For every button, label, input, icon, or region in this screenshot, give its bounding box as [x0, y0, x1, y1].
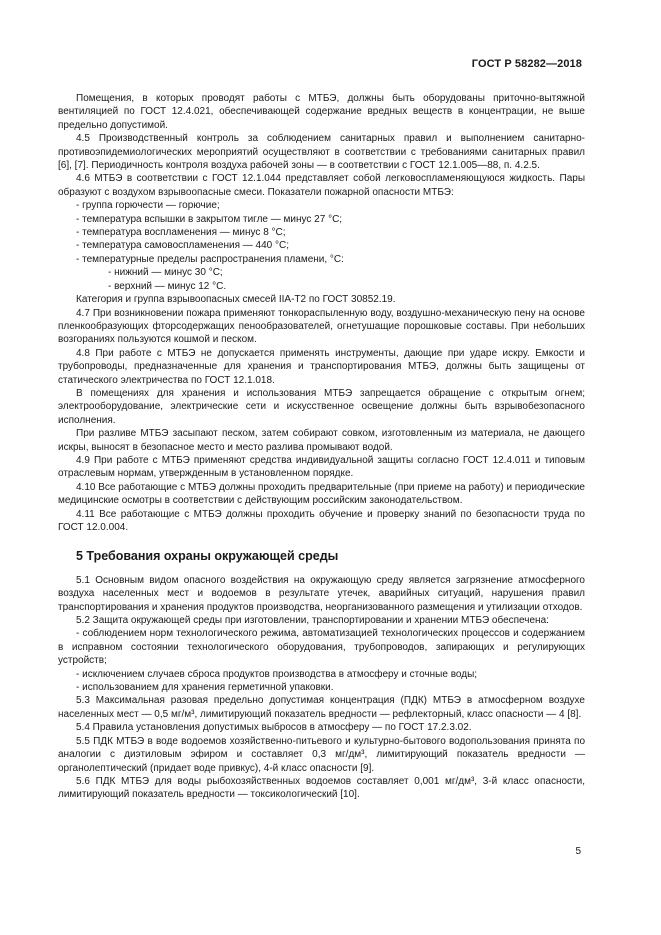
standard-number: ГОСТ Р 58282—2018: [471, 58, 582, 70]
document-body: [58, 92, 585, 802]
paragraph-4-8-spill: При разливе МТБЭ засыпают песком, затем собирают совком, изготовленным из материала, не дающего искры, выносят в безопасное место и место разлива промывают водой.: [58, 428, 585, 453]
page-number: 5: [575, 846, 581, 857]
paragraph-4-8: 4.8 При работе с МТБЭ не допускается применять инструменты, дающие при ударе искру. Емкости и трубопроводы, предназначенные для хранения и транспортирования МТБЭ, должны быть защищены от статического электричества по ГОСТ 12.1.018.: [58, 347, 585, 386]
list-subitem: - верхний — минус 12 °C.: [108, 280, 227, 292]
list-item: - использованием для хранения герметичной упаковки.: [76, 682, 334, 694]
paragraph-4-11: 4.11 Все работающие с МТБЭ должны проходить обучение и проверку знаний по безопасности труда по ГОСТ 12.0.004.: [58, 508, 585, 533]
paragraph-category: Категория и группа взрывоопасных смесей IIA-T2 по ГОСТ 30852.19.: [76, 294, 396, 306]
list-item: - исключением случаев сброса продуктов производства в атмосферу и сточные воды;: [76, 668, 478, 680]
section-5-title: 5 Требования охраны окружающей среды: [76, 549, 339, 564]
list-item: - группа горючести — горючие;: [76, 200, 220, 212]
paragraph-5-2: 5.2 Защита окружающей среды при изготовлении, транспортировании и хранении МТБЭ обеспечена:: [76, 615, 549, 627]
list-subitem: - нижний — минус 30 °C;: [108, 267, 223, 279]
paragraph-4-6: 4.6 МТБЭ в соответствии с ГОСТ 12.1.044 представляет собой легковоспламеняющуюся жидкость. Пары образуют с воздухом взрывоопасные смеси. Показатели пожарной опасности МТБЭ:: [58, 173, 585, 198]
list-item: - соблюдением норм технологического режима, автоматизацией технологических процессов и содержанием в исправном состоянии технологического оборудования, трубопроводов, запирающих и регулирующих устройств;: [58, 628, 585, 667]
paragraph-ventilation: Помещения, в которых проводят работы с МТБЭ, должны быть оборудованы приточно-вытяжной вентиляцией по ГОСТ 12.4.021, обеспечивающей содержание вредных веществ в концентрации, не выше предельно допустимой.: [58, 93, 585, 131]
paragraph-5-1: 5.1 Основным видом опасного воздействия на окружающую среду является загрязнение атмосферного воздуха населенных мест и водоемов в результате утечек, аварийных ситуаций, нарушения правил транспортирования и хранения продуктов производства, неорганизованного размещения и утилизации отходов.: [58, 574, 585, 613]
paragraph-5-4: 5.4 Правила установления допустимых выбросов в атмосферу — по ГОСТ 17.2.3.02.: [76, 722, 472, 734]
list-item: - температура самовоспламенения — 440 °C;: [76, 240, 290, 252]
paragraph-4-7: 4.7 При возникновении пожара применяют тонкораспыленную воду, воздушно-механическую пену на основе пленкообразующих фторсодержащих пенообразователей, огнетушащие порошковые составы. При небольших возгораниях пользуются кошмой и песком.: [58, 307, 585, 346]
paragraph-5-5: 5.5 ПДК МТБЭ в воде водоемов хозяйственно-питьевого и культурно-бытового водопользования принята по аналогии с диэтиловым эфиром и составляет 0,3 мг/дм³, лимитирующий показатель вредности — органолептический (придает воде привкус), 4-й класс опасности [9].: [58, 735, 585, 774]
list-item: - температура вспышки в закрытом тигле — минус 27 °C;: [76, 213, 343, 225]
paragraph-5-6: 5.6 ПДК МТБЭ для воды рыбохозяйственных водоемов составляет 0,001 мг/дм³, 3-й класс опасности, лимитирующий показатель вредности — токсикологический [10].: [58, 775, 585, 801]
paragraph-4-9: 4.9 При работе с МТБЭ применяют средства индивидуальной защиты согласно ГОСТ 12.4.011 и типовым отраслевым нормам, утвержденным в установленном порядке.: [58, 454, 585, 480]
paragraph-4-10: 4.10 Все работающие с МТБЭ должны проходить предварительные (при приеме на работу) и периодические медицинские осмотры в соответствии с действующим российским законодательством.: [58, 481, 585, 507]
paragraph-5-3: 5.3 Максимальная разовая предельно допустимая концентрация (ПДК) МТБЭ в атмосферном воздухе населенных мест — 0,5 мг/м³, лимитирующий показатель вредности — рефлекторный, класс опасности — 4 [8].: [58, 695, 585, 720]
list-item: - температура воспламенения — минус 8 °C;: [76, 227, 286, 239]
paragraph-4-5: 4.5 Производственный контроль за соблюдением санитарных правил и выполнением санитарно-противоэпидемиологических мероприятий осуществляют в соответствии с требованиями санитарных правил [6], [7]. Периодичность контроля воздуха рабочей зоны — в соответствии с ГОСТ 12.1.005—88, п. 4.2.5.: [58, 133, 585, 172]
paragraph-4-8-storage: В помещениях для хранения и использования МТБЭ запрещается обращение с открытым огнем; электрооборудование, электрические сети и искусственное освещение должны быть взрывобезопасного исполнения.: [58, 387, 585, 426]
list-item: - температурные пределы распространения пламени, °С:: [76, 253, 344, 265]
